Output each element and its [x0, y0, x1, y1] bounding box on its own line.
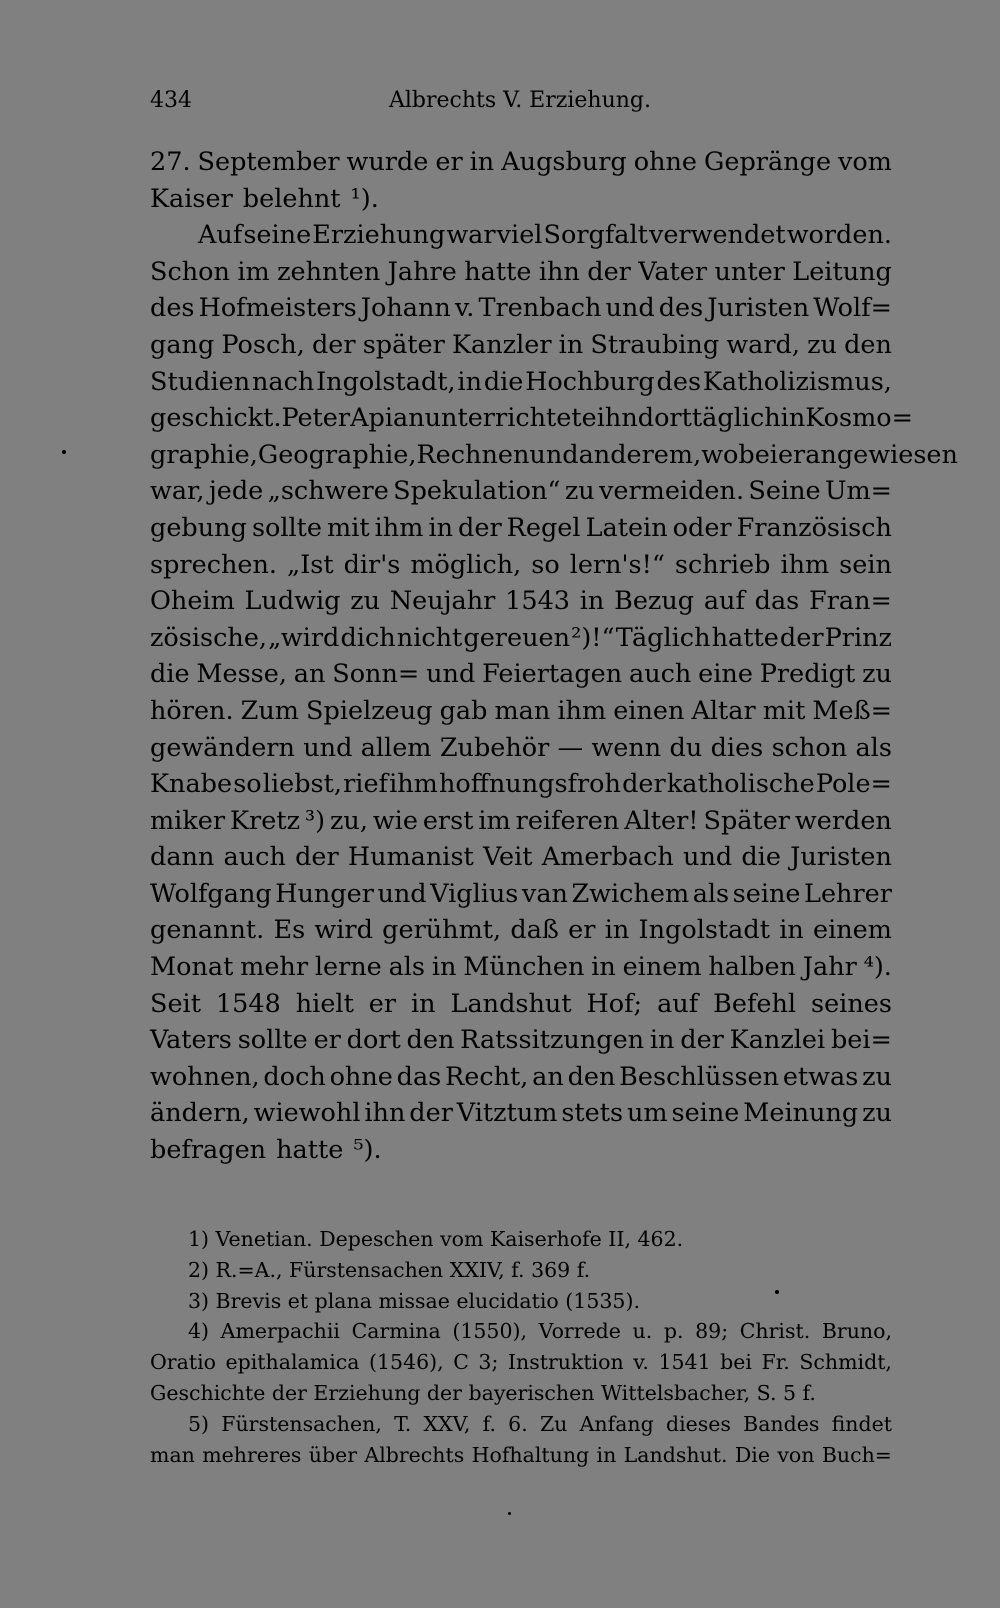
text-line: Monat mehr lerne als in München in einem halben Jahr ⁴).: [150, 952, 892, 983]
body-text: [150, 144, 958, 1169]
text-line: gang Posch, der später Kanzler in Straubing ward, zu den: [150, 329, 892, 360]
footnote-line: Oratio epithalamica (1546), C 3; Instruktion v. 1541 bei Fr. Schmidt,: [150, 1350, 892, 1375]
text-line: zösische, „wird dich nicht gereuen ²)!“ Täglich hatte der Prinz: [150, 622, 892, 653]
text-line: sprechen. „Ist dir's möglich, so lern's!“ schrieb ihm sein: [150, 549, 892, 580]
text-line: befragen hatte ⁵).: [150, 1135, 382, 1166]
text-line: Oheim Ludwig zu Neujahr 1543 in Bezug auf das Fran=: [150, 586, 892, 617]
text-line: Seit 1548 hielt er in Landshut Hof; auf Befehl seines: [150, 988, 892, 1019]
footnote-line: Geschichte der Erziehung der bayerischen Wittelsbacher, S. 5 f.: [150, 1380, 816, 1405]
text-line: Studien nach Ingolstadt, in die Hochburg des Katholizismus,: [150, 366, 892, 397]
text-line: graphie, Geographie, Rechnen und anderem, wobei er angewiesen: [150, 439, 958, 470]
text-line: dann auch der Humanist Veit Amerbach und die Juristen: [150, 842, 892, 873]
text-line: Vaters sollte er dort den Ratssitzungen in der Kanzlei bei=: [150, 1025, 892, 1056]
text-line: genannt. Es wird gerühmt, daß er in Ingolstadt in einem: [150, 915, 892, 946]
text-line: ändern, wiewohl ihn der Vitztum stets um seine Meinung zu: [150, 1098, 892, 1129]
text-line: gebung sollte mit ihm in der Regel Latein oder Französisch: [150, 512, 892, 543]
text-line: gewändern und allem Zubehör — wenn du dies schon als: [150, 732, 892, 763]
footnote-line: 4) Amerpachii Carmina (1550), Vorrede u. p. 89; Christ. Bruno,: [188, 1319, 892, 1344]
text-line: Knabe so liebst, rief ihm hoffnungsfroh der katholische Pole=: [150, 769, 892, 800]
print-speck: [508, 1512, 511, 1515]
footnotes: [150, 1224, 892, 1470]
text-line: miker Kretz ³) zu, wie erst im reiferen Alter! Später werden: [150, 805, 892, 836]
footnote-line: man mehreres über Albrechts Hofhaltung in Landshut. Die von Buch=: [150, 1442, 892, 1467]
text-line: hören. Zum Spielzeug gab man ihm einen Altar mit Meß=: [150, 695, 892, 726]
text-line: die Messe, an Sonn= und Feiertagen auch eine Predigt zu: [150, 659, 892, 690]
text-line: 27. September wurde er in Augsburg ohne Gepränge vom: [150, 147, 892, 177]
print-speck: [775, 1290, 779, 1294]
footnote-line: 3) Brevis et plana missae elucidatio (1535).: [188, 1288, 640, 1313]
text-line: Schon im zehnten Jahre hatte ihn der Vater unter Leitung: [150, 256, 892, 287]
text-line: geschickt. Peter Apian unterrichtete ihn dort täglich in Kosmo=: [150, 403, 913, 434]
text-line: wohnen, doch ohne das Recht, an den Beschlüssen etwas zu: [150, 1061, 892, 1092]
text-line: Auf seine Erziehung war viel Sorgfalt verwendet worden.: [198, 220, 892, 251]
text-line: Wolfgang Hunger und Viglius van Zwichem als seine Lehrer: [150, 878, 892, 909]
footnote-line: 2) R.=A., Fürstensachen XXIV, f. 369 f.: [188, 1257, 591, 1282]
footnote-line: 1) Venetian. Depeschen vom Kaiserhofe II, 462.: [188, 1227, 684, 1251]
page-number: 434: [150, 88, 192, 113]
text-line: Kaiser belehnt ¹).: [150, 183, 379, 214]
footnote-line: 5) Fürstensachen, T. XXV, f. 6. Zu Anfang dieses Bandes findet: [188, 1411, 892, 1436]
running-header: [150, 88, 890, 124]
text-line: des Hofmeisters Johann v. Trenbach und des Juristen Wolf=: [150, 293, 892, 324]
text-line: war, jede „schwere Spekulation“ zu vermeiden. Seine Um=: [150, 476, 892, 507]
running-title: Albrechts V. Erziehung.: [389, 88, 651, 113]
print-speck: [62, 450, 66, 454]
